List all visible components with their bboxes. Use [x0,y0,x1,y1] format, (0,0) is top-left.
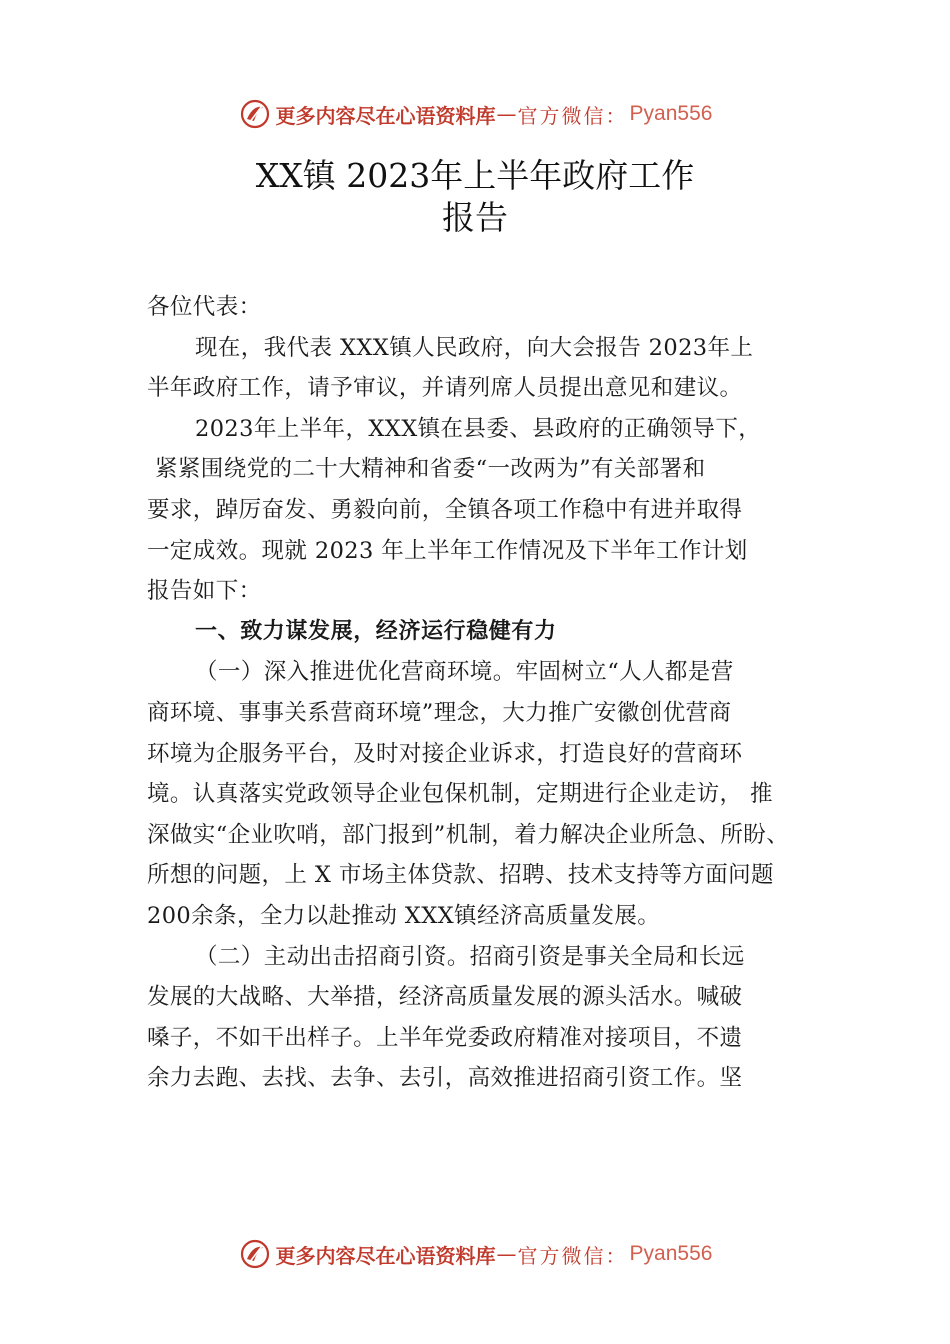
watermark-label: 官方微信： [517,1243,628,1268]
paragraph-line: 半年政府工作，请予审议，并请列席人员提出意见和建议。 [147,375,743,402]
paragraph-line: 嗓子，不如干出样子。上半年党委政府精准对接项目，不遗 [147,1024,743,1051]
watermark-brand: 更多内容尽在心语资料库 [275,1243,496,1268]
paragraph-line: 200余条，全力以赴推动 XXX镇经济高质量发展。 [147,902,661,929]
paragraph-line: 商环境、事事关系营商环境”理念，大力推广安徽创优营商 [147,699,732,726]
paragraph-line: 要求，踔厉奋发、勇毅向前，全镇各项工作稳中有进并取得 [147,496,743,523]
section-heading: 一、致力谋发展，经济运行稳健有力 [195,618,557,644]
document-title-line1: XX镇 2023年上半年政府工作 [255,156,695,195]
watermark-dash: — [496,102,517,126]
brand-logo-icon [238,97,272,131]
brand-logo-icon [238,1237,272,1271]
watermark-header [0,94,950,134]
watermark-id: Pyan556 [629,1242,713,1265]
watermark-label: 官方微信： [517,103,628,128]
watermark-brand: 更多内容尽在心语资料库 [275,103,496,128]
document-body [147,287,837,1099]
paragraph-line: 深做实“企业吹哨，部门报到”机制，着力解决企业所急、所盼、 [147,821,790,848]
paragraph-line: 报告如下： [147,578,262,605]
subsection-heading-line: （一）深入推进优化营商环境。牢固树立“人人都是营 [195,659,734,686]
paragraph-line: 环境为企服务平台，及时对接企业诉求，打造良好的营商环 [147,740,743,767]
paragraph-line: 现在，我代表 XXX镇人民政府，向大会报告 2023年上 [195,334,754,361]
subsection-heading-line: （二）主动出击招商引资。招商引资是事关全局和长远 [195,943,745,970]
paragraph-line: 一定成效。现就 2023 年上半年工作情况及下半年工作计划 [147,537,748,564]
paragraph-line: 余力去跑、去找、去争、去引，高效推进招商引资工作。坚 [147,1065,743,1092]
paragraph-line: 2023年上半年，XXX镇在县委、县政府的正确领导下， [195,415,762,442]
watermark-footer [0,1234,950,1274]
watermark-dash: — [496,1242,517,1266]
document-title-line2: 报告 [442,198,508,237]
paragraph-line: 所想的问题，上 X 市场主体贷款、招聘、技术支持等方面问题 [147,862,774,889]
salutation: 各位代表： [147,294,262,320]
watermark-id: Pyan556 [629,102,713,125]
paragraph-line: 境。认真落实党政领导企业包保机制，定期进行企业走访， 推 [147,781,773,808]
paragraph-line: 发展的大战略、大举措，经济高质量发展的源头活水。喊破 [147,984,743,1011]
paragraph-line: 紧紧围绕党的二十大精神和省委“一改两为”有关部署和 [155,456,706,483]
